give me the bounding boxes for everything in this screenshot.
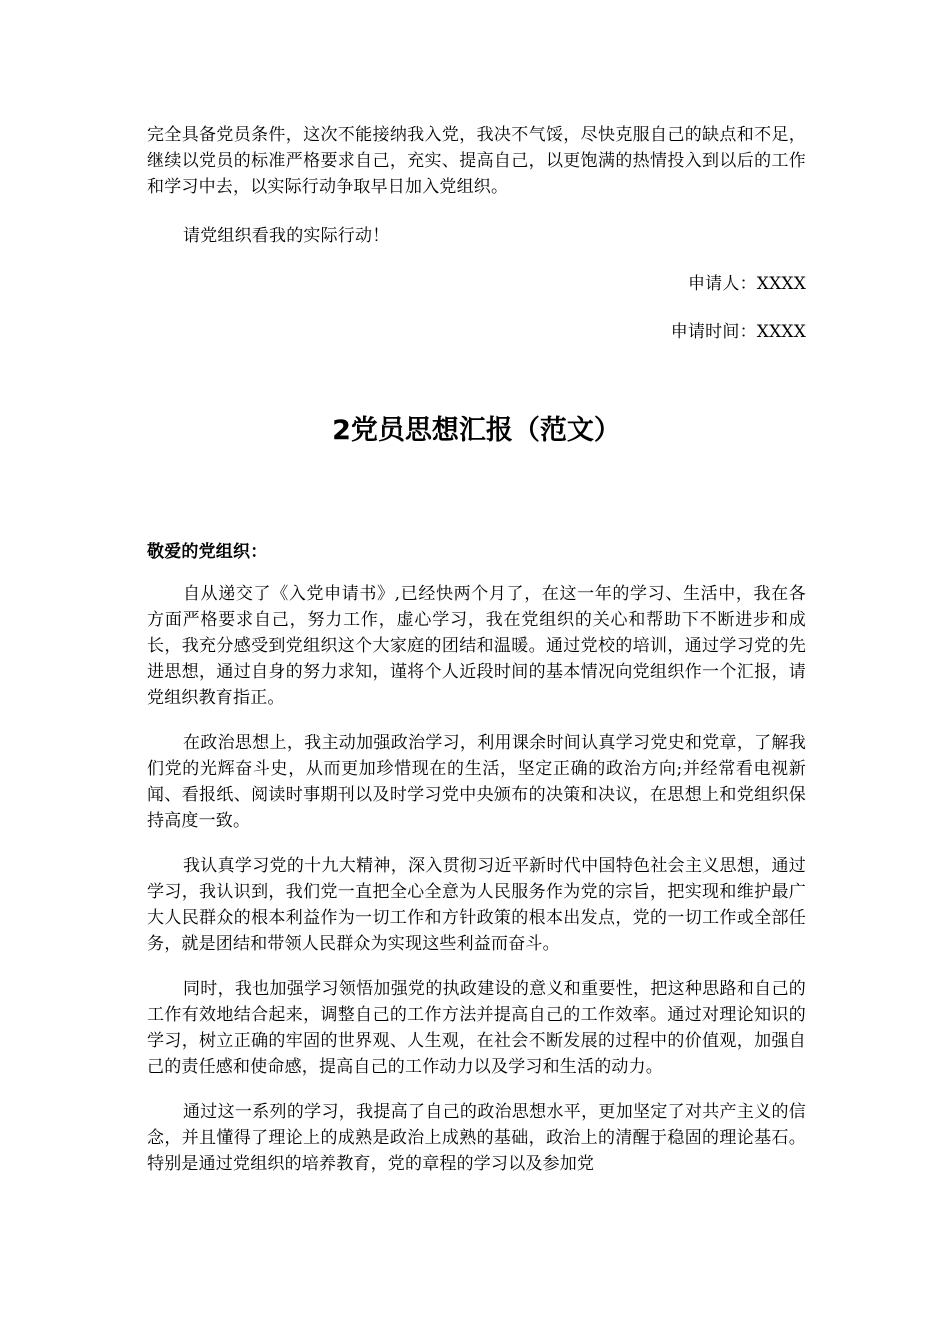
closing-line: 请党组织看我的实际行动！ <box>183 226 390 246</box>
body-paragraph: 通过这一系列的学习，我提高了自己的政治思想水平，更加坚定了对共产主义的信念，并且懂得了理论上的成熟是政治上成熟的基础，政治上的清醒于稳固的理论基石。特别是通过党组织的培养教育，党的章程的学习以及参加党 <box>147 1102 806 1174</box>
document-page <box>147 122 806 1196</box>
body-paragraph: 自从递交了《入党申请书》,已经快两个月了，在这一年的学习、生活中，我在各方面严格要求自己，努力工作，虚心学习，我在党组织的关心和帮助下不断进步和成长，我充分感受到党组织这个大家庭的团结和温暖。通过党校的培训，通过学习党的先进思想，通过自身的努力求知，谨将个人近段时间的基本情况向党组织作一个汇报，请党组织教育指正。 <box>147 584 806 708</box>
salutation: 敬爱的党组织： <box>147 542 268 562</box>
body-paragraph: 同时，我也加强学习领悟加强党的执政建设的意义和重要性，把这种思路和自己的工作有效地结合起来，调整自己的工作方法并提高自己的工作效率。通过对理论知识的学习，树立正确的牢固的世界观、人生观，在社会不断发展的过程中的价值观，加强自己的责任感和使命感，提高自己的工作动力以及学习和生活的动力。 <box>147 979 806 1077</box>
continuation-paragraph: 完全具备党员条件，这次不能接纳我入党，我决不气馁，尽快克服自己的缺点和不足，继续以党员的标准严格要求自己，充实、提高自己，以更饱满的热情投入到以后的工作和学习中去，以实际行动争取早日加入党组织。 <box>147 125 806 197</box>
applicant-signature: 申请人：XXXX <box>687 274 806 294</box>
application-date: 申请时间：XXXX <box>670 322 806 342</box>
body-paragraph: 在政治思想上，我主动加强政治学习，利用课余时间认真学习党史和党章，了解我们党的光辉奋斗史，从而更加珍惜现在的生活，坚定正确的政治方向;并经常看电视新闻、看报纸、阅读时事期刊以及时学习党中央颁布的决策和决议，在思想上和党组织保持高度一致。 <box>147 733 806 831</box>
report-title: 2党员思想汇报（范文） <box>332 415 621 446</box>
body-paragraph: 我认真学习党的十九大精神，深入贯彻习近平新时代中国特色社会主义思想，通过学习，我认识到，我们党一直把全心全意为人民服务作为党的宗旨，把实现和维护最广大人民群众的根本利益作为一切工作和方针政策的根本出发点，党的一切工作或全部任务，就是团结和带领人民群众为实现这些利益而奋斗。 <box>147 856 806 954</box>
